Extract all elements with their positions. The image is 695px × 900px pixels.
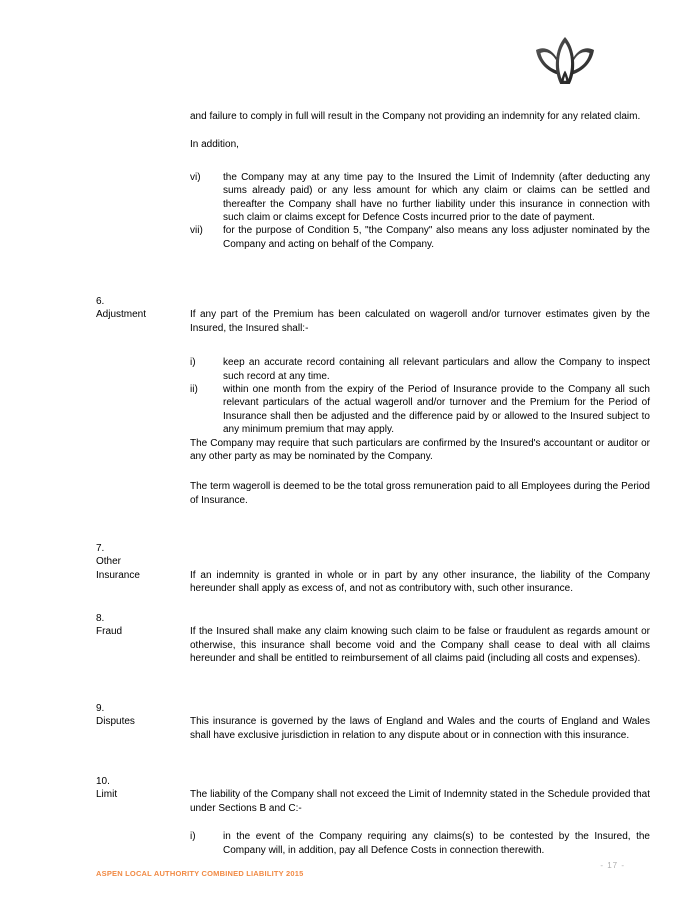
- list-item: [190, 171, 650, 225]
- condition5-sublist: [190, 171, 650, 251]
- section-label: [96, 702, 190, 742]
- adjustment-sublist: [190, 356, 650, 436]
- section-lead: This insurance is governed by the laws of England and Wales and the courts of England and Wales shall have exclusive jurisdiction in relation to any dispute about or in connection with this insurance.: [190, 716, 650, 741]
- list-item-text: keep an accurate record containing all relevant particulars and allow the Company to inspect such record at any time.: [223, 357, 650, 382]
- section-number: 6.: [96, 296, 105, 307]
- section-title: Insurance: [96, 569, 140, 581]
- section-fraud: [96, 612, 650, 666]
- section-paragraph: The term wageroll is deemed to be the total gross remuneration paid to all Employees during the Period of Insurance.: [190, 481, 650, 506]
- section-number: 9.: [96, 703, 105, 714]
- section-title: Limit: [96, 789, 118, 801]
- section-title: Disputes: [96, 716, 135, 728]
- section-label: [96, 775, 190, 857]
- section-label: [96, 542, 190, 596]
- section-number: 10.: [96, 776, 110, 787]
- section-title: Other: [96, 556, 122, 568]
- section-lead: If the Insured shall make any claim knowing such claim to be false or fraudulent as regards amount or otherwise, this insurance shall become void and the Company shall cease to deal with all claims hereunder and shall be entitled to reimbursement of all claims paid (including all costs and expenses).: [190, 626, 650, 665]
- list-marker: i): [190, 831, 196, 843]
- section-adjustment: [96, 295, 650, 507]
- section-label: [96, 612, 190, 666]
- section-limit: [96, 775, 650, 857]
- list-marker: vi): [190, 171, 201, 183]
- section-disputes: [96, 702, 650, 742]
- list-marker: i): [190, 357, 196, 369]
- intro-paragraph: and failure to comply in full will result in the Company not providing an indemnity for any related claim.: [190, 111, 641, 122]
- limit-sublist: [190, 830, 650, 857]
- section-label: [96, 295, 190, 507]
- in-addition-line: In addition,: [190, 139, 239, 151]
- list-item-text: the Company may at any time pay to the Insured the Limit of Indemnity (after deducting any sums already paid) or any less amount for which any claim or claims can be settled and thereafter the Company shall have no further liability under this insurance in connection with such claim or claims except for Defence Costs incurred prior to the date of payment.: [223, 171, 650, 224]
- section-title: Adjustment: [96, 309, 147, 321]
- list-marker: ii): [190, 384, 198, 396]
- section-paragraph: The Company may require that such particulars are confirmed by the Insured's accountant or auditor or any other party as may be nominated by the Company.: [190, 437, 650, 463]
- list-item-text: within one month from the expiry of the Period of Insurance provide to the Company all such relevant particulars of the actual wageroll and/or turnover and the Premium for the Period of Insurance shall then be adjusted and the difference paid by or allowed to the Insured subject to any minimum premium that may apply.: [223, 384, 650, 436]
- list-item: [190, 830, 650, 857]
- section-title: Fraud: [96, 626, 123, 638]
- aspen-tulip-logo-icon: [533, 36, 597, 88]
- list-marker: vii): [190, 225, 203, 237]
- label-column-spacer: [96, 110, 190, 251]
- section-lead: If any part of the Premium has been calculated on wageroll and/or turnover estimates given by the Insured, the Insured shall:-: [190, 309, 650, 334]
- list-item: [190, 356, 650, 383]
- footer-brand-line: ASPEN LOCAL AUTHORITY COMBINED LIABILITY 2015: [96, 869, 304, 878]
- list-item: [190, 383, 650, 437]
- section-other-insurance: [96, 542, 650, 596]
- section-lead: The liability of the Company shall not exceed the Limit of Indemnity stated in the Schedule provided that under Sections B and C:-: [190, 789, 650, 814]
- list-item: [190, 224, 650, 251]
- section-lead: If an indemnity is granted in whole or in part by any other insurance, the liability of the Company hereunder shall apply as excess of, and not as contributory with, such other insurance.: [190, 569, 650, 595]
- section-number: 8.: [96, 613, 105, 624]
- list-item-text: in the event of the Company requiring any claims(s) to be contested by the Insured, the Company will, in addition, pay all Defence Costs in connection therewith.: [223, 831, 650, 856]
- page-number: - 17 -: [600, 861, 625, 870]
- section-number: 7.: [96, 543, 105, 554]
- list-item-text: for the purpose of Condition 5, "the Company" also means any loss adjuster nominated by the Company and acting on behalf of the Company.: [223, 225, 650, 250]
- intro-block: [96, 110, 650, 251]
